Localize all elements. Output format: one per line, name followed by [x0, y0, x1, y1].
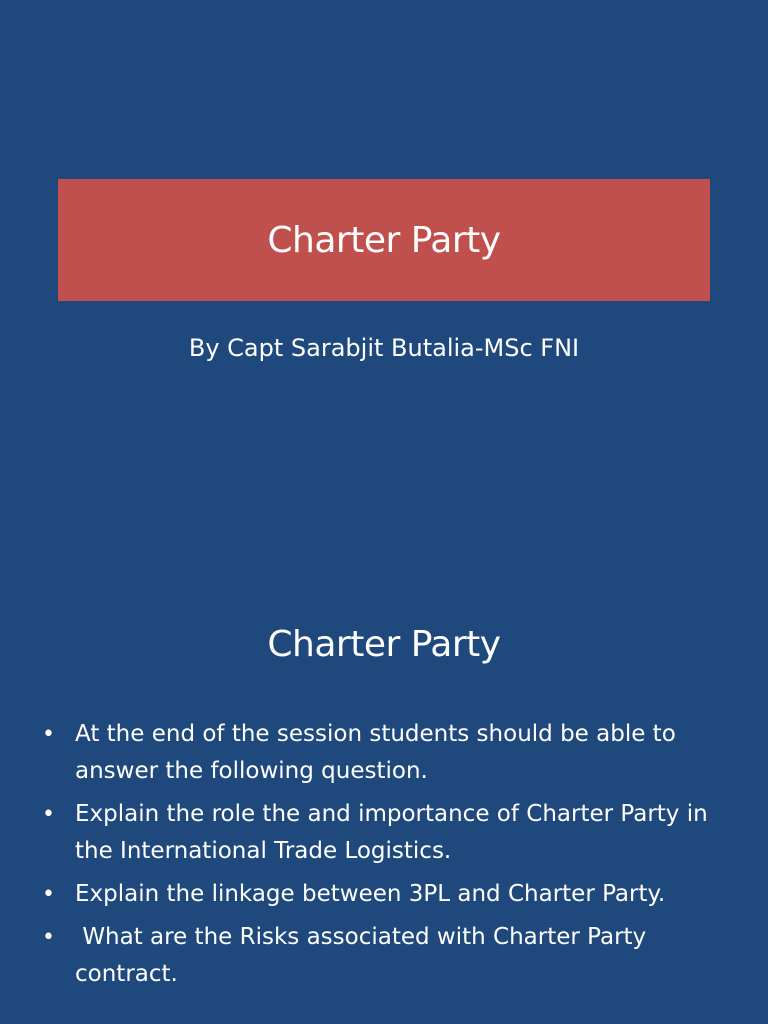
list-item: [38, 796, 738, 870]
bullet-icon: •: [42, 882, 55, 907]
bullet-text: Explain the linkage between 3PL and Charter Party.: [75, 881, 666, 907]
title-banner: [58, 179, 710, 301]
list-item: [38, 919, 738, 993]
bullet-icon: •: [42, 925, 55, 950]
author-subtitle: By Capt Sarabjit Butalia-MSc FNI: [188, 334, 580, 362]
bullet-list: [38, 716, 738, 999]
slide-title-text: Charter Party: [267, 219, 501, 261]
slide-objectives: [0, 512, 768, 1024]
slide-heading: Charter Party: [267, 624, 501, 665]
bullet-icon: •: [42, 802, 55, 827]
list-item: [38, 716, 738, 790]
bullet-text: Explain the role the and importance of Charter Party in the International Trade Logistics.: [75, 801, 708, 864]
bullet-text: At the end of the session students should be able to answer the following question.: [75, 721, 676, 784]
bullet-text: What are the Risks associated with Charter Party contract.: [75, 924, 654, 987]
list-item: [38, 876, 738, 913]
bullet-icon: •: [42, 722, 55, 747]
